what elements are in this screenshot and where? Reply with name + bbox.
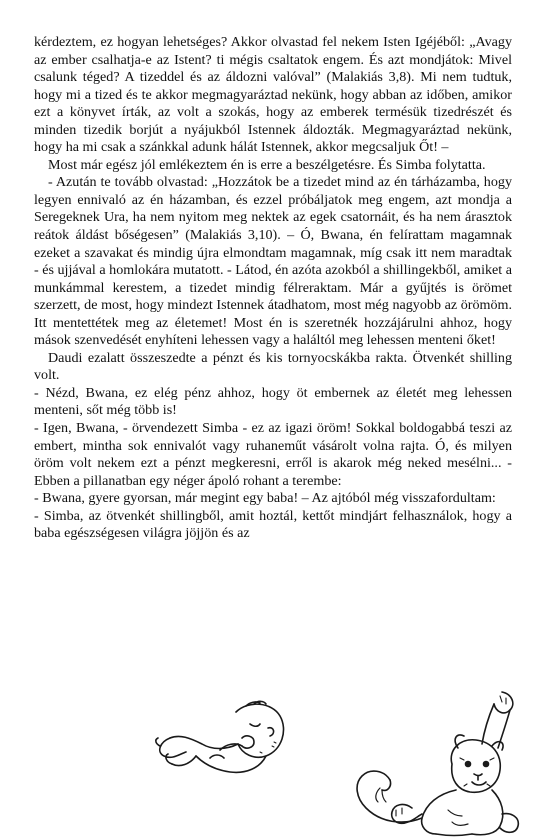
paragraph: - Simba, az ötvenkét shillingből, amit hoztál, kettőt mindjárt felhasználok, hogy a baba egészségesen világra jöjjön és az [34,507,512,542]
baby-illustration [150,694,300,790]
paragraph: kérdeztem, ez hogyan lehetséges? Akkor olvastad fel nekem Isten Igéjéből: „Avagy az ember csalhatja-e az Istent? ti mégis csaltatok engem. És azt mondjátok: Mivel csalunk téged? A tizeddel és az áldozni valóval” (Malakiás 3,8). Mi nem tudtuk, hogy mi a tized és te akkor megmagyaráztad nekünk, hogy abban az időben, amikor ezt a könyvet írták, az volt a szokás, hogy az emberek termésük tizedrészét és minden tizedik borjút a nyájukból Istennek áldozták. Megmagyaráztad nekünk, hogy ha mi csak a szánkkal adunk hálát Istennek, akkor megcsaljuk Őt! – [34,34,512,156]
paragraph: - Azután te tovább olvastad: „Hozzátok be a tizedet mind az én tárházamba, hogy legyen ennivaló az én házamban, és ezzel próbáljatok meg engem, azt mondja a Seregeknek Ura, ha nem nyitom meg nektek az egek csatornáit, és ha nem árasztok reátok áldást bőségesen” (Malakiás 3,10). – Ó, Bwana, én felírattam magamnak ezeket a szavakat és mindig újra elmondtam magamnak, míg csak itt nem maradtak - és ujjával a homlokára mutatott. - Látod, én azóta azokból a shillingekből, amiket a munkámmal kerestem, a tizedet mindig félreraktam. Már a gyűjtés is örömet szerzett, de most, hogy mindezt Istennek átadhatom, most még nagyobb az örömöm. Itt mentettétek meg az életemet! Most én is szeretnék hozzájárulni ahhoz, hogy mások szenvedését enyhíteni lehessen vagy a haláltól meg lehessen menteni őket! [34,174,512,349]
paragraph: Daudi ezalatt összeszedte a pénzt és kis tornyocskákba rakta. Ötvenkét shilling volt. [34,349,512,384]
paragraph: - Igen, Bwana, - örvendezett Simba - ez az igazi öröm! Sokkal boldogabbá teszi az embert, mintha sok ennivalót vagy ruhaneműt vásárolt volna rajta. Ó, és milyen öröm volt nekem ezt a pénzt megkeresni, erről is akarok még neked mesélni... - Ebben a pillanatban egy néger ápoló rohant a terembe: [34,420,512,489]
paragraph: - Bwana, gyere gyorsan, már megint egy baba! – Az ajtóból még visszafordultam: [34,490,496,507]
lion-cub-illustration [352,690,527,838]
paragraph: - Nézd, Bwana, ez elég pénz ahhoz, hogy öt embernek az életét meg lehessen menteni, sőt még több is! [34,384,512,419]
paragraph: Most már egész jól emlékeztem én is erre a beszélgetésre. És Simba folytatta. [48,156,486,173]
illustrations [0,690,545,838]
body-text [34,34,512,543]
